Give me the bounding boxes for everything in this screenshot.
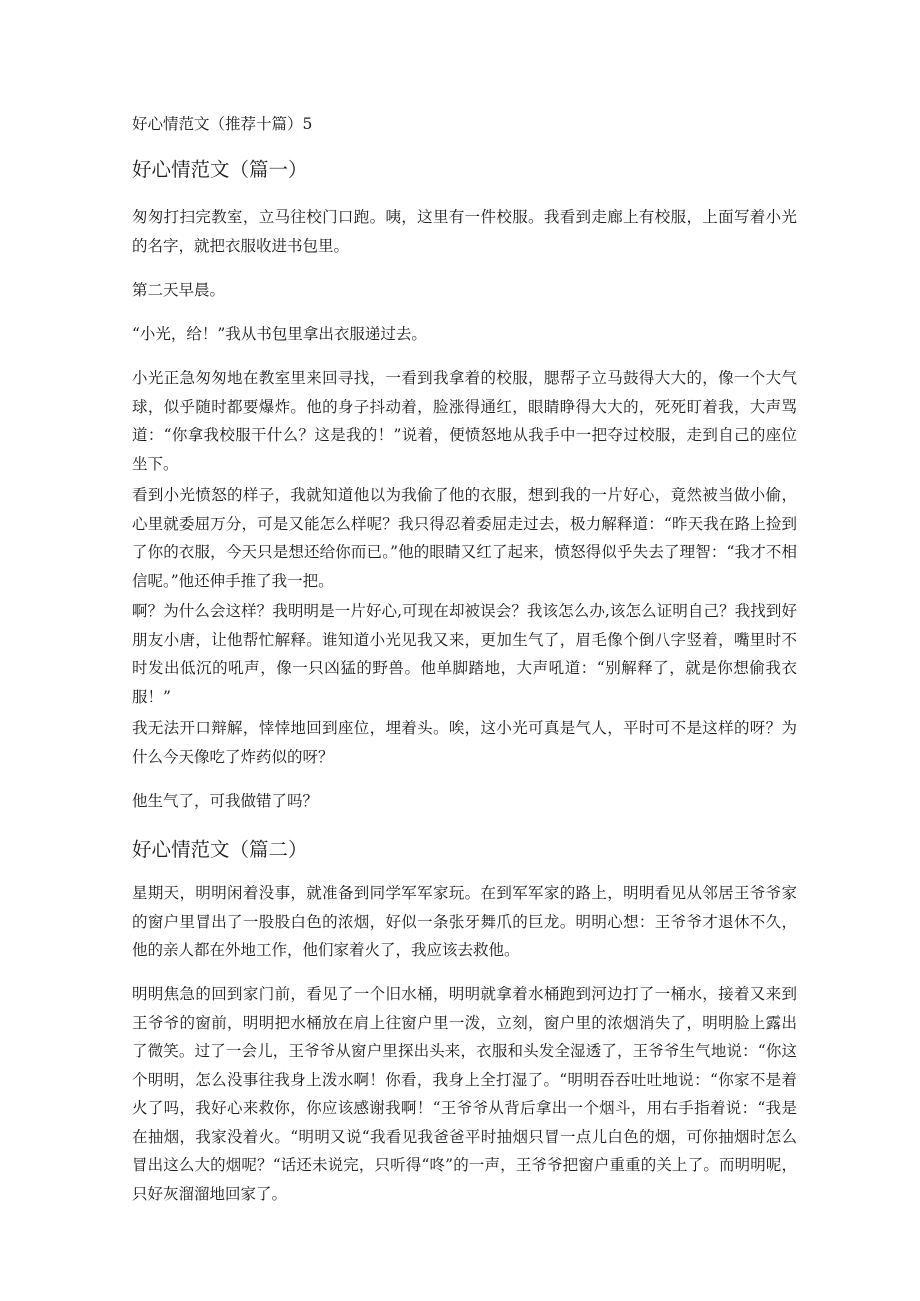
paragraph: 啊？为什么会这样？我明明是一片好心,可现在却被误会？我该怎么办,该怎么证明自己？我找到好朋友小唐，让他帮忙解释。谁知道小光见我又来，更加生气了，眉毛像个倒八字竖着，嘴里时不时发出低沉的吼声，像一只凶猛的野兽。他单脚踏地，大声吼道：“别解释了，就是你想偷我衣服！” — [132, 602, 797, 706]
paragraph: 第二天早晨。 — [132, 281, 226, 299]
paragraph: 小光正急匆匆地在教室里来回寻找，一看到我拿着的校服，腮帮子立马鼓得大大的，像一个大气球，似乎随时都要爆炸。他的身子抖动着，脸涨得通红，眼睛睁得大大的，死死盯着我，大声骂道：“你拿我校服干什么？这是我的！”说着，便愤怒地从我手中一把夺过校服，走到自己的座位坐下。 — [132, 369, 797, 473]
document-title: 好心情范文（推荐十篇）5 — [132, 115, 313, 133]
paragraph: 看到小光愤怒的样子，我就知道他以为我偷了他的衣服，想到我的一片好心，竟然被当做小偷，心里就委屈万分，可是又能怎么样呢？我只得忍着委屈走过去，极力解释道：“昨天我在路上捡到了你的衣服，今天只是想还给你而已。”他的眼睛又红了起来，愤怒得似乎失去了理智：“我才不相信呢。”他还伸手推了我一把。 — [132, 486, 797, 590]
section-heading-2: 好心情范文（篇二） — [132, 838, 308, 861]
paragraph: 星期天，明明闲着没事，就准备到同学军军家玩。在到军军家的路上，明明看见从邻居王爷爷家的窗户里冒出了一股股白色的浓烟，好似一条张牙舞爪的巨龙。明明心想：王爷爷才退休不久，他的亲人都在外地工作，他们家着火了，我应该去救他。 — [132, 884, 797, 959]
paragraph: 我无法开口辩解，悻悻地回到座位，埋着头。唉，这小光可真是气人，平时可不是这样的呀？为什么今天像吃了炸药似的呀？ — [132, 719, 797, 766]
section-heading-1: 好心情范文（篇一） — [132, 158, 308, 181]
paragraph: 明明焦急的回到家门前，看见了一个旧水桶，明明就拿着水桶跑到河边打了一桶水，接着又来到王爷爷的窗前，明明把水桶放在肩上往窗户里一泼，立刻，窗户里的浓烟消失了，明明脸上露出了微笑。过了一会儿，王爷爷从窗户里探出头来，衣服和头发全湿透了，王爷爷生气地说：“你这个明明，怎么没事往我身上泼水啊！你看，我身上全打湿了。“明明吞吞吐吐地说：“你家不是着火了吗，我好心来救你，你应该感谢我啊！“王爷爷从背后拿出一个烟斗，用右手指着说：“我是在抽烟，我家没着火。“明明又说“我看见我爸爸平时抽烟只冒一点儿白色的烟，可你抽烟时怎么冒出这么大的烟呢？“话还未说完，只听得“咚”的一声，王爷爷把窗户重重的关上了。而明明呢，只好灰溜溜地回家了。 — [132, 985, 797, 1203]
paragraph: 他生气了，可我做错了吗？ — [132, 792, 319, 810]
paragraph: 匆匆打扫完教室，立马往校门口跑。咦，这里有一件校服。我看到走廊上有校服，上面写着小光的名字，就把衣服收进书包里。 — [132, 208, 797, 255]
paragraph: “小光，给！”我从书包里拿出衣服递过去。 — [132, 325, 427, 343]
